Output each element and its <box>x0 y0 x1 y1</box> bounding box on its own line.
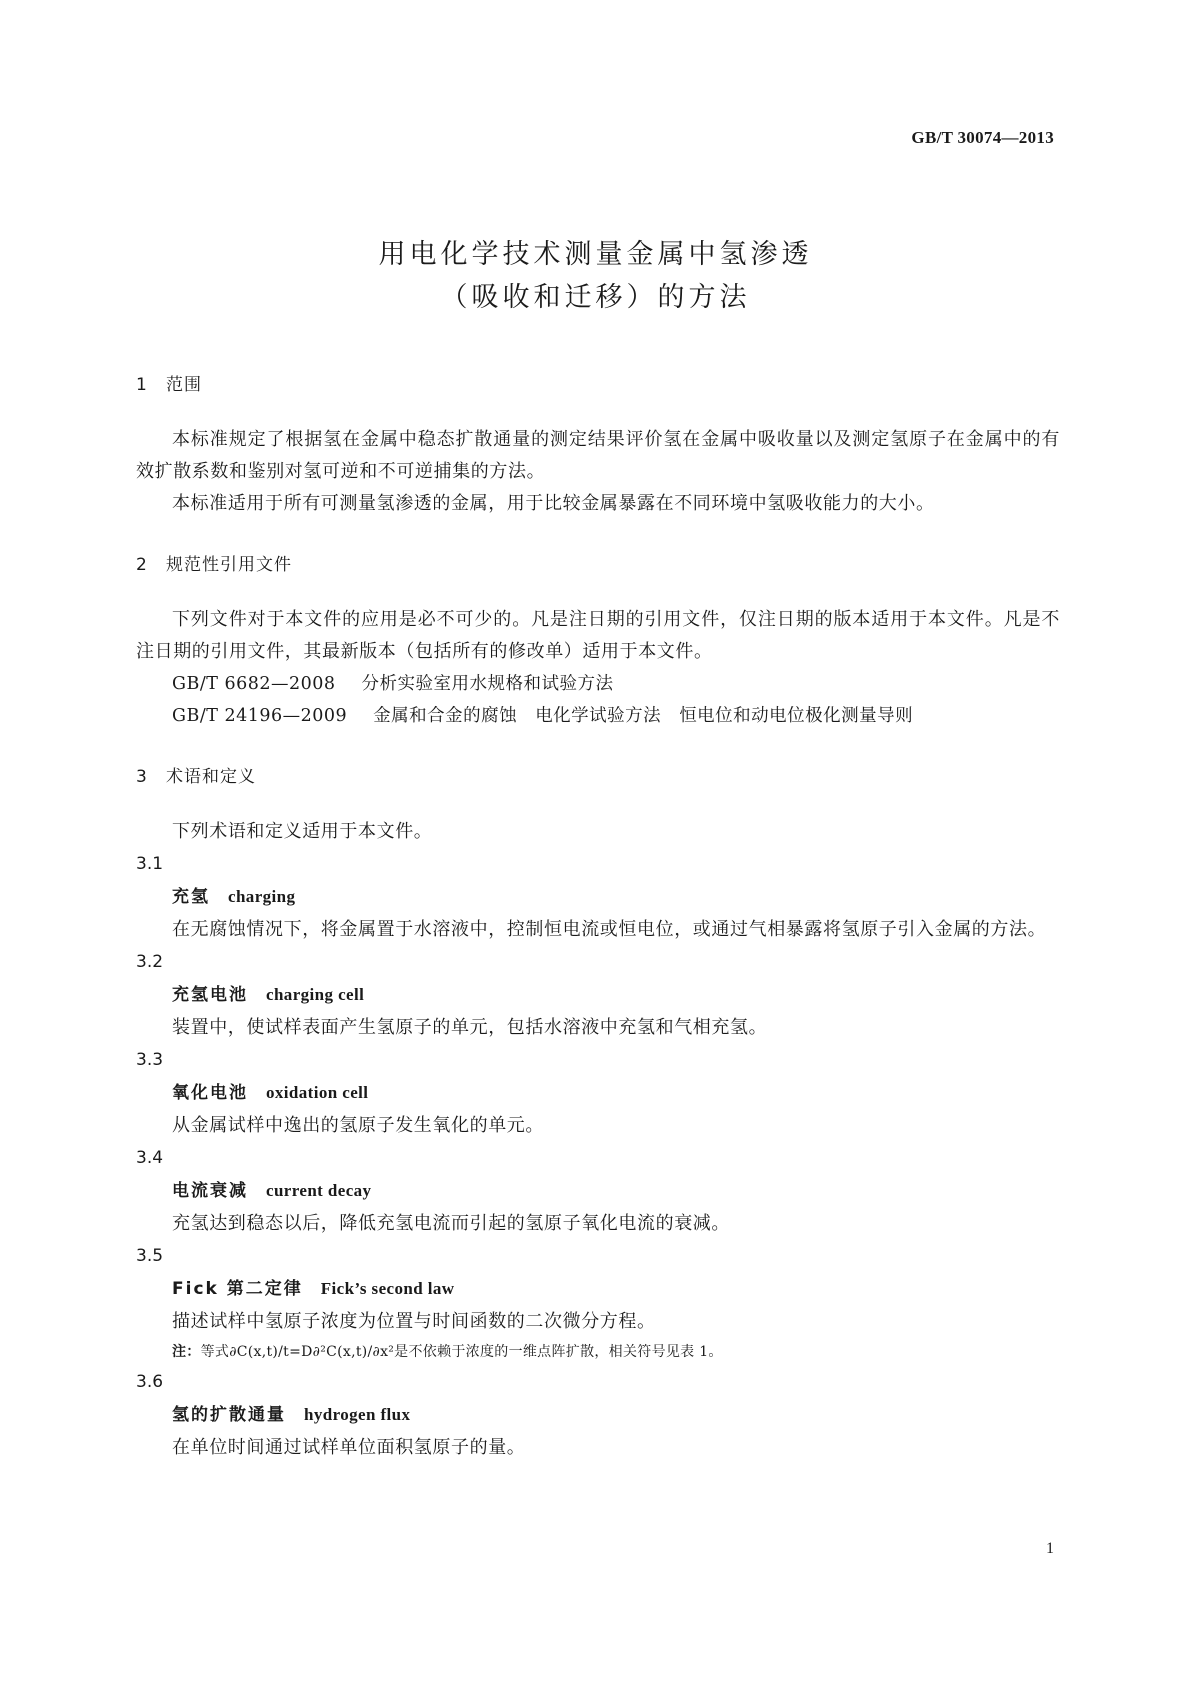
term-en: Fick’s second law <box>320 1279 455 1298</box>
section-number: 2 <box>136 555 148 575</box>
term-zh: Fick 第二定律 <box>172 1279 303 1299</box>
term-en: current decay <box>266 1181 372 1200</box>
term-zh: 电流衰减 <box>172 1181 248 1201</box>
section-heading-normative-references <box>136 548 1060 582</box>
document-title-line1: 用电化学技术测量金属中氢渗透 <box>378 239 813 270</box>
reference-item <box>136 700 1060 732</box>
term-number: 3.4 <box>136 1148 164 1168</box>
document-title-line2: （吸收和迁移）的方法 <box>440 282 751 313</box>
term-definition: 充氢达到稳态以后，降低充氢电流而引起的氢原子氧化电流的衰减。 <box>172 1213 730 1234</box>
paragraph: 本标准适用于所有可测量氢渗透的金属，用于比较金属暴露在不同环境中氢吸收能力的大小。 <box>172 493 935 514</box>
term-zh: 氧化电池 <box>172 1083 248 1103</box>
reference-item <box>136 668 1060 700</box>
term-en: charging <box>228 887 296 906</box>
reference-code: GB/T 6682—2008 <box>172 674 336 694</box>
term-number: 3.1 <box>136 854 164 874</box>
term-en: hydrogen flux <box>304 1405 411 1424</box>
note-label: 注： <box>172 1344 201 1360</box>
term-definition: 装置中，使试样表面产生氢原子的单元，包括水溶液中充氢和气相充氢。 <box>172 1017 768 1038</box>
page-number: 1 <box>1046 1540 1054 1557</box>
term-en: charging cell <box>266 985 365 1004</box>
note-text: 等式∂C(x,t)/t=D∂²C(x,t)/∂x²是不依赖于浓度的一维点阵扩散，相关符号见表 1。 <box>200 1344 723 1360</box>
term-zh: 充氢 <box>172 887 210 907</box>
reference-title: 电化学试验方法 <box>535 706 662 726</box>
term-en: oxidation cell <box>266 1083 369 1102</box>
term-definition: 从金属试样中逸出的氢原子发生氧化的单元。 <box>172 1115 544 1136</box>
section-title: 规范性引用文件 <box>166 555 292 575</box>
term-zh: 氢的扩散通量 <box>172 1405 286 1425</box>
reference-title: 分析实验室用水规格和试验方法 <box>361 674 614 694</box>
term-heading <box>136 1076 1060 1110</box>
paragraph: 本标准规定了根据氢在金属中稳态扩散通量的测定结果评价氢在金属中吸收量以及测定氢原子在金属中的有效扩散系数和鉴别对氢可逆和不可逆捕集的方法。 <box>136 429 1060 482</box>
term-heading <box>136 978 1060 1012</box>
reference-code: GB/T 24196—2009 <box>172 706 348 726</box>
term-definition: 在无腐蚀情况下，将金属置于水溶液中，控制恒电流或恒电位，或通过气相暴露将氢原子引入金属的方法。 <box>172 919 1047 940</box>
section-number: 1 <box>136 375 148 395</box>
section-heading-scope <box>136 368 1060 402</box>
reference-title: 恒电位和动电位极化测量导则 <box>679 706 914 726</box>
section-number: 3 <box>136 767 148 787</box>
term-number: 3.5 <box>136 1246 164 1266</box>
term-number: 3.2 <box>136 952 164 972</box>
section-title: 术语和定义 <box>166 767 256 787</box>
section-title: 范围 <box>166 375 202 395</box>
term-number: 3.6 <box>136 1372 164 1392</box>
term-definition: 在单位时间通过试样单位面积氢原子的量。 <box>172 1437 526 1458</box>
term-definition: 描述试样中氢原子浓度为位置与时间函数的二次微分方程。 <box>172 1311 656 1332</box>
term-zh: 充氢电池 <box>172 985 248 1005</box>
paragraph: 下列术语和定义适用于本文件。 <box>172 821 433 842</box>
reference-title: 金属和合金的腐蚀 <box>373 706 518 726</box>
term-heading <box>136 1272 1060 1306</box>
term-number: 3.3 <box>136 1050 164 1070</box>
standard-code: GB/T 30074—2013 <box>911 128 1054 147</box>
term-note <box>136 1338 1060 1366</box>
term-heading <box>136 1174 1060 1208</box>
term-heading <box>136 880 1060 914</box>
section-heading-terms <box>136 760 1060 794</box>
document-body <box>136 368 1060 1464</box>
term-heading <box>136 1398 1060 1432</box>
paragraph: 下列文件对于本文件的应用是必不可少的。凡是注日期的引用文件，仅注日期的版本适用于本文件。凡是不注日期的引用文件，其最新版本（包括所有的修改单）适用于本文件。 <box>136 609 1060 662</box>
